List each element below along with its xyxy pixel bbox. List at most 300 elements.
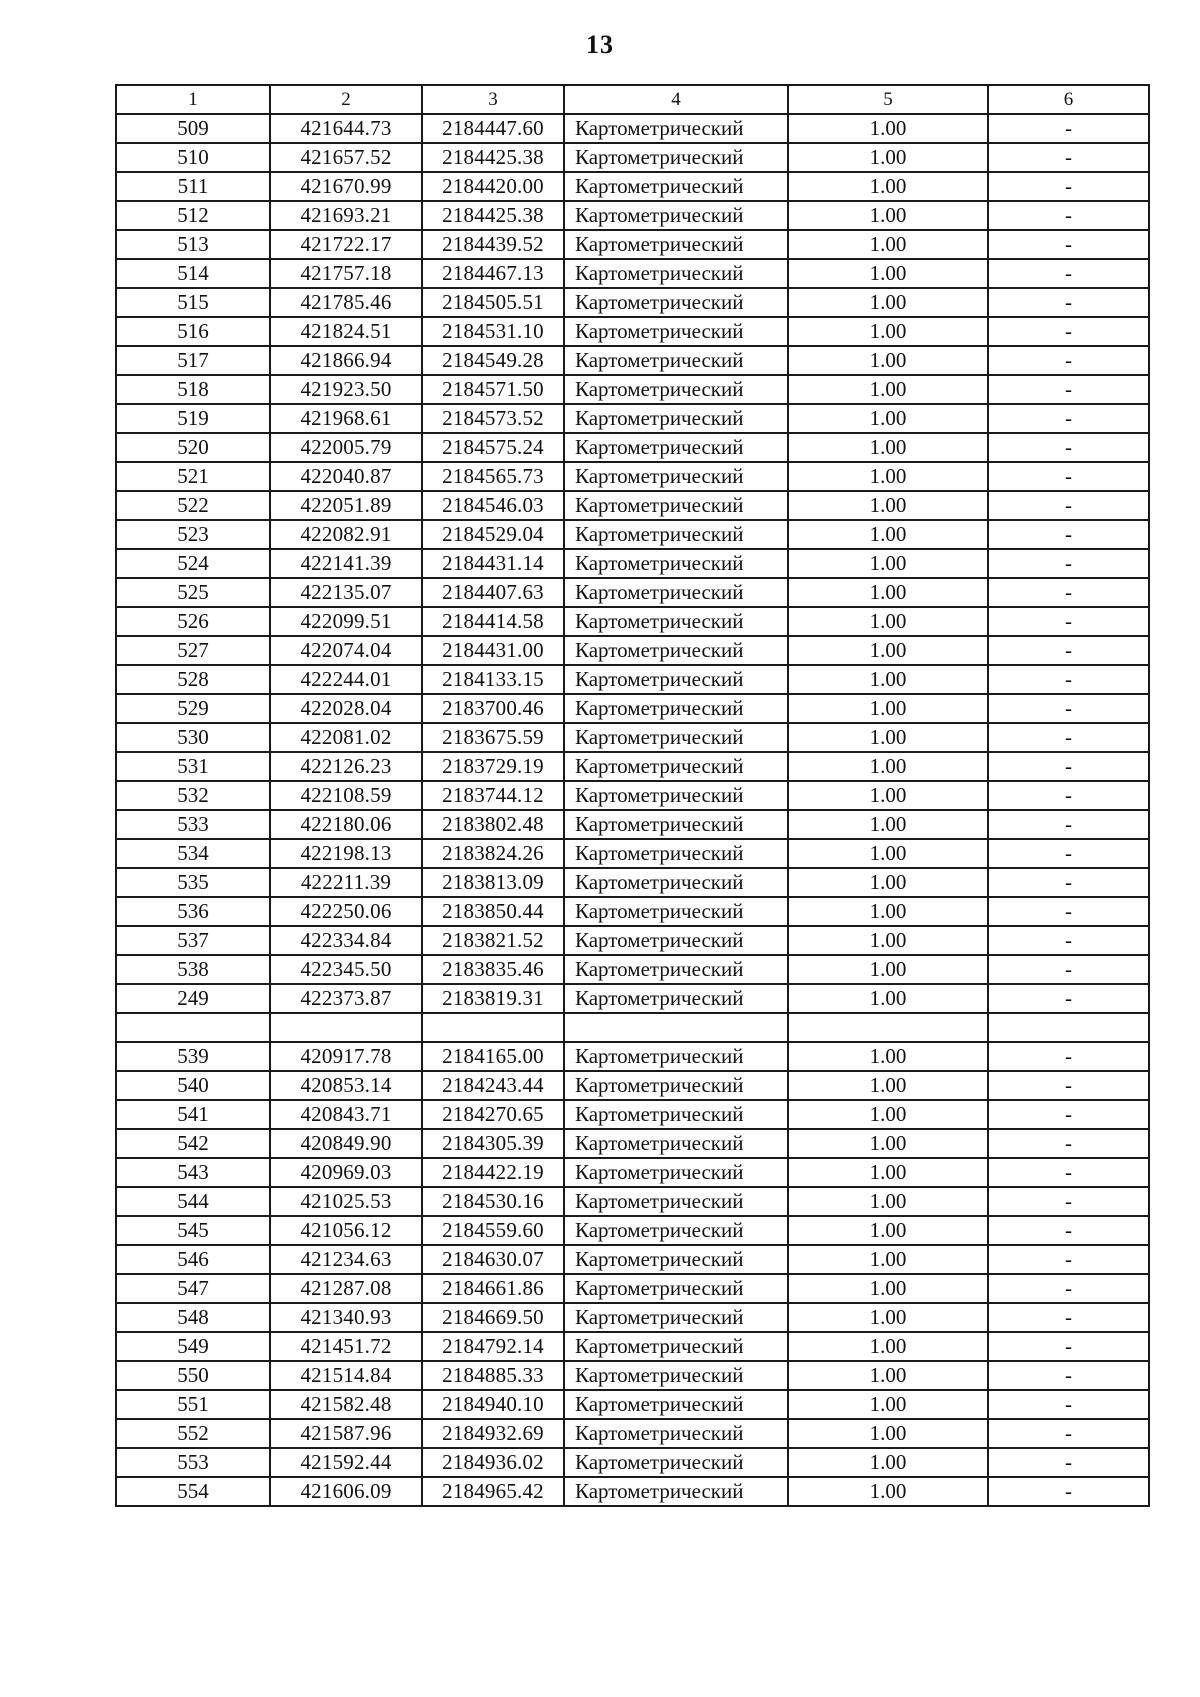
accuracy-cell: 1.00 [788,839,988,868]
point-number-cell: 511 [116,172,270,201]
accuracy-cell: 1.00 [788,1245,988,1274]
method-cell: Картометрический [564,752,788,781]
point-number-cell: 515 [116,288,270,317]
x-coordinate-cell: 421968.61 [270,404,422,433]
note-cell: - [988,1100,1149,1129]
x-coordinate-cell: 420853.14 [270,1071,422,1100]
x-coordinate-cell: 422099.51 [270,607,422,636]
x-coordinate-cell: 421514.84 [270,1361,422,1390]
x-coordinate-cell: 421606.09 [270,1477,422,1506]
method-cell: Картометрический [564,636,788,665]
column-header-1: 1 [116,85,270,114]
method-cell: Картометрический [564,1274,788,1303]
table-header-row [116,85,1149,114]
method-cell: Картометрический [564,172,788,201]
note-cell: - [988,1332,1149,1361]
point-number-cell: 249 [116,984,270,1013]
y-coordinate-cell: 2184529.04 [422,520,564,549]
point-number-cell: 539 [116,1042,270,1071]
table-row [116,346,1149,375]
table-row [116,520,1149,549]
table-row [116,1448,1149,1477]
y-coordinate-cell: 2183850.44 [422,897,564,926]
note-cell: - [988,201,1149,230]
y-coordinate-cell: 2184414.58 [422,607,564,636]
table-row [116,839,1149,868]
coordinates-table [115,84,1150,1507]
y-coordinate-cell: 2184546.03 [422,491,564,520]
accuracy-cell: 1.00 [788,433,988,462]
y-coordinate-cell: 2183824.26 [422,839,564,868]
point-number-cell: 531 [116,752,270,781]
method-cell: Картометрический [564,984,788,1013]
note-cell: - [988,143,1149,172]
point-number-cell: 528 [116,665,270,694]
point-number-cell: 553 [116,1448,270,1477]
table-row [116,868,1149,897]
method-cell: Картометрический [564,1158,788,1187]
y-coordinate-cell: 2183729.19 [422,752,564,781]
method-cell: Картометрический [564,926,788,955]
table-row [116,433,1149,462]
accuracy-cell: 1.00 [788,1274,988,1303]
point-number-cell: 520 [116,433,270,462]
y-coordinate-cell: 2184965.42 [422,1477,564,1506]
accuracy-cell: 1.00 [788,1042,988,1071]
note-cell: - [988,404,1149,433]
accuracy-cell: 1.00 [788,665,988,694]
x-coordinate-cell: 422334.84 [270,926,422,955]
x-coordinate-cell: 421587.96 [270,1419,422,1448]
point-number-cell [116,1013,270,1042]
accuracy-cell: 1.00 [788,1216,988,1245]
point-number-cell: 543 [116,1158,270,1187]
note-cell: - [988,955,1149,984]
y-coordinate-cell: 2183835.46 [422,955,564,984]
x-coordinate-cell: 421592.44 [270,1448,422,1477]
x-coordinate-cell: 421025.53 [270,1187,422,1216]
point-number-cell: 552 [116,1419,270,1448]
table-row [116,1419,1149,1448]
accuracy-cell: 1.00 [788,520,988,549]
x-coordinate-cell: 422005.79 [270,433,422,462]
y-coordinate-cell: 2184422.19 [422,1158,564,1187]
note-cell: - [988,1071,1149,1100]
x-coordinate-cell: 421582.48 [270,1390,422,1419]
y-coordinate-cell: 2184447.60 [422,114,564,143]
note-cell: - [988,1245,1149,1274]
point-number-cell: 548 [116,1303,270,1332]
accuracy-cell: 1.00 [788,462,988,491]
x-coordinate-cell: 421670.99 [270,172,422,201]
point-number-cell: 516 [116,317,270,346]
note-cell: - [988,288,1149,317]
method-cell: Картометрический [564,375,788,404]
accuracy-cell: 1.00 [788,955,988,984]
method-cell: Картометрический [564,143,788,172]
x-coordinate-cell: 422250.06 [270,897,422,926]
y-coordinate-cell: 2184932.69 [422,1419,564,1448]
column-header-4: 4 [564,85,788,114]
method-cell: Картометрический [564,1071,788,1100]
y-coordinate-cell: 2183819.31 [422,984,564,1013]
table-row [116,491,1149,520]
x-coordinate-cell: 421866.94 [270,346,422,375]
point-number-cell: 554 [116,1477,270,1506]
accuracy-cell: 1.00 [788,143,988,172]
accuracy-cell: 1.00 [788,201,988,230]
x-coordinate-cell: 420969.03 [270,1158,422,1187]
accuracy-cell [788,1013,988,1042]
table-row [116,810,1149,839]
table-row [116,781,1149,810]
note-cell: - [988,868,1149,897]
table-row [116,143,1149,172]
table-row [116,607,1149,636]
table-row [116,665,1149,694]
accuracy-cell: 1.00 [788,491,988,520]
accuracy-cell: 1.00 [788,172,988,201]
accuracy-cell: 1.00 [788,1390,988,1419]
point-number-cell: 550 [116,1361,270,1390]
accuracy-cell: 1.00 [788,723,988,752]
accuracy-cell: 1.00 [788,114,988,143]
accuracy-cell: 1.00 [788,752,988,781]
method-cell: Картометрический [564,955,788,984]
accuracy-cell: 1.00 [788,1187,988,1216]
method-cell: Картометрический [564,723,788,752]
note-cell: - [988,114,1149,143]
x-coordinate-cell: 422244.01 [270,665,422,694]
table-row [116,375,1149,404]
accuracy-cell: 1.00 [788,1361,988,1390]
accuracy-cell: 1.00 [788,868,988,897]
method-cell: Картометрический [564,578,788,607]
method-cell: Картометрический [564,839,788,868]
note-cell: - [988,723,1149,752]
y-coordinate-cell: 2184439.52 [422,230,564,259]
accuracy-cell: 1.00 [788,1332,988,1361]
x-coordinate-cell: 422211.39 [270,868,422,897]
point-number-cell: 540 [116,1071,270,1100]
method-cell: Картометрический [564,201,788,230]
method-cell: Картометрический [564,1332,788,1361]
x-coordinate-cell: 422126.23 [270,752,422,781]
table-row [116,636,1149,665]
x-coordinate-cell: 421234.63 [270,1245,422,1274]
table-row [116,752,1149,781]
note-cell: - [988,1390,1149,1419]
method-cell: Картометрический [564,1303,788,1332]
note-cell [988,1013,1149,1042]
table-row [116,578,1149,607]
point-number-cell: 513 [116,230,270,259]
accuracy-cell: 1.00 [788,1100,988,1129]
y-coordinate-cell: 2184133.15 [422,665,564,694]
method-cell: Картометрический [564,491,788,520]
x-coordinate-cell: 422081.02 [270,723,422,752]
table-row [116,549,1149,578]
method-cell: Картометрический [564,868,788,897]
y-coordinate-cell: 2184571.50 [422,375,564,404]
point-number-cell: 541 [116,1100,270,1129]
method-cell: Картометрический [564,317,788,346]
point-number-cell: 544 [116,1187,270,1216]
accuracy-cell: 1.00 [788,1477,988,1506]
note-cell: - [988,1303,1149,1332]
note-cell: - [988,317,1149,346]
table-row [116,1129,1149,1158]
point-number-cell: 526 [116,607,270,636]
note-cell: - [988,491,1149,520]
x-coordinate-cell: 421824.51 [270,317,422,346]
table-row [116,317,1149,346]
table-row [116,172,1149,201]
accuracy-cell: 1.00 [788,1129,988,1158]
point-number-cell: 537 [116,926,270,955]
point-number-cell: 522 [116,491,270,520]
y-coordinate-cell: 2184431.14 [422,549,564,578]
table-row [116,1361,1149,1390]
accuracy-cell: 1.00 [788,926,988,955]
point-number-cell: 525 [116,578,270,607]
note-cell: - [988,1129,1149,1158]
accuracy-cell: 1.00 [788,259,988,288]
method-cell: Картометрический [564,1042,788,1071]
method-cell: Картометрический [564,1100,788,1129]
y-coordinate-cell: 2183821.52 [422,926,564,955]
x-coordinate-cell: 422108.59 [270,781,422,810]
y-coordinate-cell: 2184467.13 [422,259,564,288]
y-coordinate-cell: 2184565.73 [422,462,564,491]
point-number-cell: 527 [116,636,270,665]
method-cell: Картометрический [564,404,788,433]
point-number-cell: 529 [116,694,270,723]
point-number-cell: 517 [116,346,270,375]
x-coordinate-cell: 422141.39 [270,549,422,578]
table-row [116,1245,1149,1274]
method-cell: Картометрический [564,1129,788,1158]
point-number-cell: 538 [116,955,270,984]
y-coordinate-cell: 2183802.48 [422,810,564,839]
y-coordinate-cell: 2184885.33 [422,1361,564,1390]
column-header-3: 3 [422,85,564,114]
note-cell: - [988,752,1149,781]
accuracy-cell: 1.00 [788,1071,988,1100]
y-coordinate-cell: 2184661.86 [422,1274,564,1303]
x-coordinate-cell: 422373.87 [270,984,422,1013]
point-number-cell: 542 [116,1129,270,1158]
y-coordinate-cell: 2184573.52 [422,404,564,433]
table-row [116,1042,1149,1071]
table-row [116,462,1149,491]
x-coordinate-cell: 421693.21 [270,201,422,230]
x-coordinate-cell [270,1013,422,1042]
accuracy-cell: 1.00 [788,578,988,607]
note-cell: - [988,230,1149,259]
x-coordinate-cell: 421923.50 [270,375,422,404]
method-cell: Картометрический [564,897,788,926]
method-cell [564,1013,788,1042]
x-coordinate-cell: 421287.08 [270,1274,422,1303]
point-number-cell: 549 [116,1332,270,1361]
x-coordinate-cell: 422135.07 [270,578,422,607]
y-coordinate-cell: 2184559.60 [422,1216,564,1245]
column-header-2: 2 [270,85,422,114]
note-cell: - [988,839,1149,868]
y-coordinate-cell: 2184270.65 [422,1100,564,1129]
x-coordinate-cell: 421644.73 [270,114,422,143]
x-coordinate-cell: 420843.71 [270,1100,422,1129]
accuracy-cell: 1.00 [788,346,988,375]
y-coordinate-cell: 2183744.12 [422,781,564,810]
x-coordinate-cell: 422082.91 [270,520,422,549]
note-cell: - [988,781,1149,810]
table-row [116,694,1149,723]
note-cell: - [988,1274,1149,1303]
method-cell: Картометрический [564,520,788,549]
x-coordinate-cell: 422345.50 [270,955,422,984]
accuracy-cell: 1.00 [788,694,988,723]
table-row [116,404,1149,433]
note-cell: - [988,607,1149,636]
method-cell: Картометрический [564,1361,788,1390]
method-cell: Картометрический [564,781,788,810]
table-row [116,1332,1149,1361]
accuracy-cell: 1.00 [788,1158,988,1187]
accuracy-cell: 1.00 [788,636,988,665]
point-number-cell: 545 [116,1216,270,1245]
table-row [116,201,1149,230]
table-row [116,1013,1149,1042]
point-number-cell: 524 [116,549,270,578]
x-coordinate-cell: 421657.52 [270,143,422,172]
note-cell: - [988,665,1149,694]
method-cell: Картометрический [564,230,788,259]
x-coordinate-cell: 420917.78 [270,1042,422,1071]
note-cell: - [988,810,1149,839]
note-cell: - [988,926,1149,955]
point-number-cell: 512 [116,201,270,230]
y-coordinate-cell: 2184575.24 [422,433,564,462]
method-cell: Картометрический [564,1390,788,1419]
point-number-cell: 510 [116,143,270,172]
method-cell: Картометрический [564,810,788,839]
point-number-cell: 530 [116,723,270,752]
table-row [116,1303,1149,1332]
y-coordinate-cell: 2184243.44 [422,1071,564,1100]
method-cell: Картометрический [564,1448,788,1477]
note-cell: - [988,1361,1149,1390]
y-coordinate-cell: 2184431.00 [422,636,564,665]
note-cell: - [988,549,1149,578]
accuracy-cell: 1.00 [788,781,988,810]
point-number-cell: 535 [116,868,270,897]
accuracy-cell: 1.00 [788,404,988,433]
point-number-cell: 533 [116,810,270,839]
method-cell: Картометрический [564,1245,788,1274]
note-cell: - [988,1448,1149,1477]
note-cell: - [988,375,1149,404]
y-coordinate-cell: 2184549.28 [422,346,564,375]
y-coordinate-cell: 2184669.50 [422,1303,564,1332]
table-row [116,897,1149,926]
x-coordinate-cell: 422028.04 [270,694,422,723]
table-row [116,1390,1149,1419]
x-coordinate-cell: 422180.06 [270,810,422,839]
method-cell: Картометрический [564,1419,788,1448]
accuracy-cell: 1.00 [788,897,988,926]
note-cell: - [988,462,1149,491]
note-cell: - [988,694,1149,723]
note-cell: - [988,1419,1149,1448]
x-coordinate-cell: 421340.93 [270,1303,422,1332]
y-coordinate-cell: 2183675.59 [422,723,564,752]
method-cell: Картометрический [564,259,788,288]
table-row [116,723,1149,752]
accuracy-cell: 1.00 [788,288,988,317]
table-row [116,1187,1149,1216]
x-coordinate-cell: 420849.90 [270,1129,422,1158]
note-cell: - [988,1187,1149,1216]
y-coordinate-cell: 2184630.07 [422,1245,564,1274]
note-cell: - [988,520,1149,549]
point-number-cell: 536 [116,897,270,926]
method-cell: Картометрический [564,114,788,143]
y-coordinate-cell: 2184305.39 [422,1129,564,1158]
point-number-cell: 534 [116,839,270,868]
table-row [116,1071,1149,1100]
table-row [116,955,1149,984]
x-coordinate-cell: 421451.72 [270,1332,422,1361]
note-cell: - [988,1216,1149,1245]
column-header-6: 6 [988,85,1149,114]
y-coordinate-cell: 2184425.38 [422,201,564,230]
table-row [116,259,1149,288]
note-cell: - [988,259,1149,288]
y-coordinate-cell: 2184407.63 [422,578,564,607]
note-cell: - [988,1042,1149,1071]
point-number-cell: 523 [116,520,270,549]
table-row [116,1216,1149,1245]
method-cell: Картометрический [564,694,788,723]
point-number-cell: 551 [116,1390,270,1419]
x-coordinate-cell: 422074.04 [270,636,422,665]
y-coordinate-cell: 2184936.02 [422,1448,564,1477]
table-row [116,926,1149,955]
y-coordinate-cell: 2184165.00 [422,1042,564,1071]
point-number-cell: 521 [116,462,270,491]
table-row [116,984,1149,1013]
note-cell: - [988,1477,1149,1506]
method-cell: Картометрический [564,607,788,636]
x-coordinate-cell: 422040.87 [270,462,422,491]
accuracy-cell: 1.00 [788,1303,988,1332]
point-number-cell: 518 [116,375,270,404]
x-coordinate-cell: 422051.89 [270,491,422,520]
table-row [116,1274,1149,1303]
note-cell: - [988,346,1149,375]
accuracy-cell: 1.00 [788,375,988,404]
page-number: 13 [586,30,614,59]
table-row [116,1477,1149,1506]
point-number-cell: 546 [116,1245,270,1274]
method-cell: Картометрический [564,665,788,694]
method-cell: Картометрический [564,288,788,317]
y-coordinate-cell: 2184420.00 [422,172,564,201]
y-coordinate-cell [422,1013,564,1042]
y-coordinate-cell: 2184530.16 [422,1187,564,1216]
